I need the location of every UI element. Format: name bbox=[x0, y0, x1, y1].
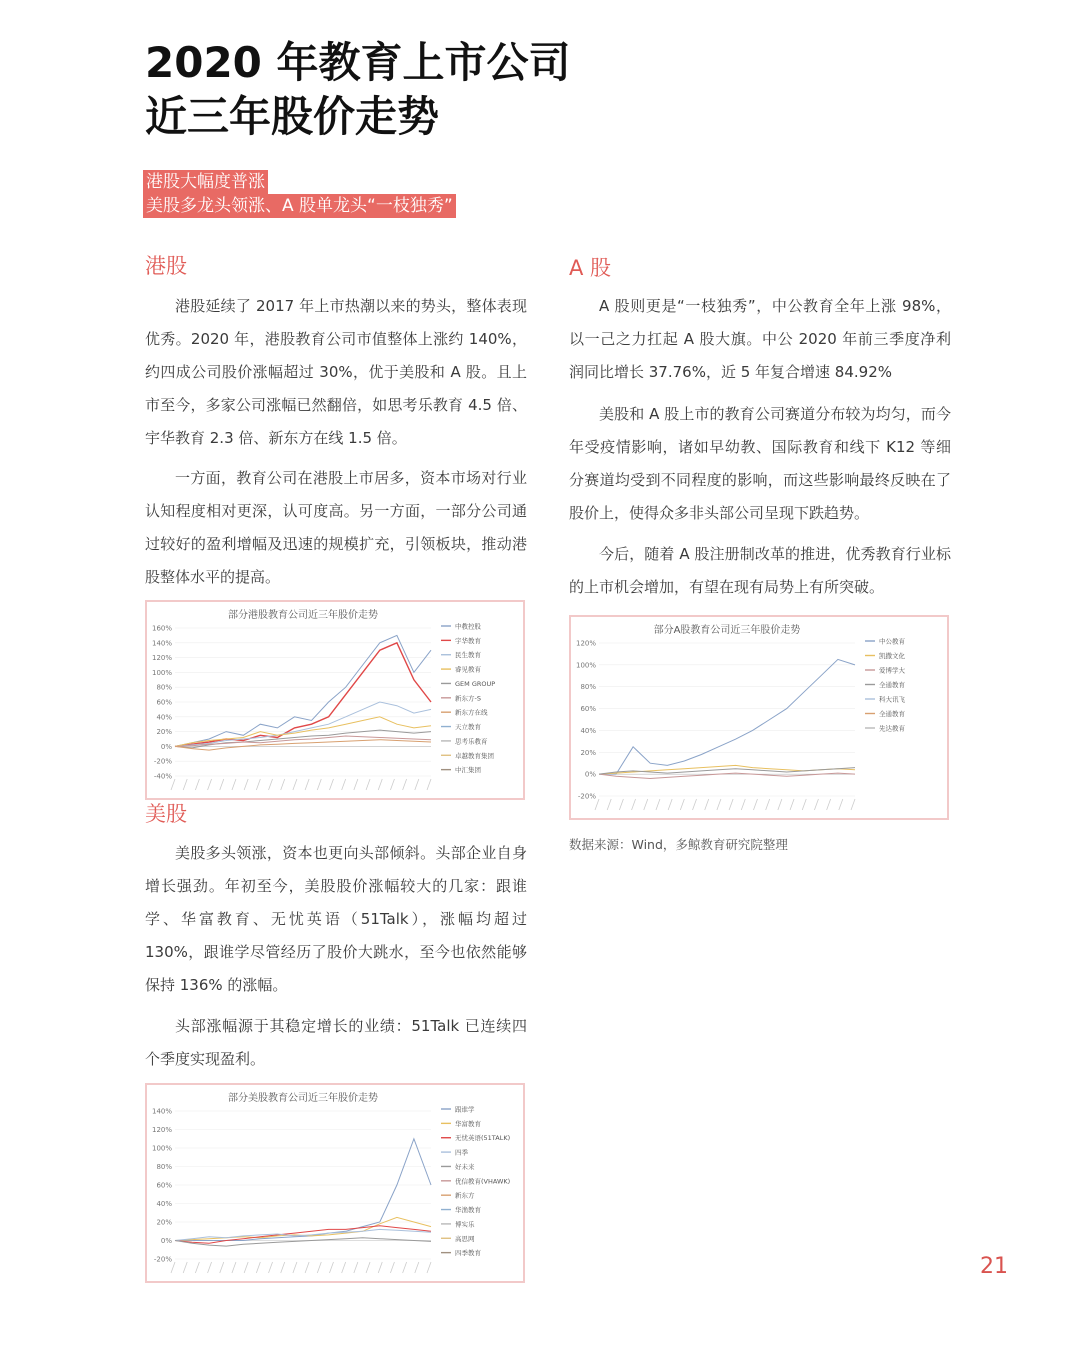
section-heading-us: 美股 bbox=[145, 802, 187, 826]
y-tick-label: 100% bbox=[151, 668, 172, 677]
a-paragraph-3: 今后，随着 A 股注册制改革的推进，优秀教育行业标的上市机会增加，有望在现有局势上有所突破。 bbox=[569, 545, 951, 596]
legend-entry: 华渔教育 bbox=[455, 1206, 481, 1215]
y-tick-label: 40% bbox=[580, 726, 596, 735]
y-tick-label: 60% bbox=[580, 705, 596, 714]
legend-entry: 全通教育 bbox=[879, 681, 905, 689]
y-tick-label: 120% bbox=[151, 1126, 172, 1134]
hk-paragraph-2: 一方面，教育公司在港股上市居多，资本市场对行业认知程度相对更深，认可度高。另一方面，一部分公司通过较好的盈利增幅及迅速的规模扩充，引领板块，推动港股整体水平的提高。 bbox=[145, 469, 527, 586]
chart-title: 部分港股教育公司近三年股价走势 bbox=[228, 610, 378, 621]
x-tick-mark bbox=[329, 779, 333, 790]
series-line bbox=[175, 1238, 431, 1246]
y-tick-label: 0% bbox=[584, 770, 596, 779]
y-tick-label: 100% bbox=[151, 1144, 172, 1153]
chart-hk-svg bbox=[147, 602, 523, 798]
legend-entry: 卓越教育集团 bbox=[455, 751, 494, 760]
us-paragraph-2: 头部涨幅源于其稳定增长的业绩：51Talk 已连续四个季度实现盈利。 bbox=[145, 1017, 527, 1068]
legend-entry: 四季教育 bbox=[455, 1249, 481, 1258]
y-tick-label: 140% bbox=[151, 1107, 172, 1116]
page-title bbox=[145, 36, 665, 144]
x-tick-mark bbox=[220, 1262, 224, 1273]
legend-entry: 优信教育(VHAWK) bbox=[455, 1177, 511, 1186]
x-tick-mark bbox=[232, 1262, 236, 1273]
x-tick-mark bbox=[366, 1262, 370, 1273]
legend-entry: 睿见教育 bbox=[455, 665, 481, 674]
y-tick-label: 80% bbox=[580, 683, 596, 692]
legend-entry: 新东方 bbox=[455, 1191, 475, 1200]
x-tick-mark bbox=[403, 779, 407, 790]
x-tick-mark bbox=[415, 779, 419, 790]
a-paragraph-2: 美股和 A 股上市的教育公司赛道分布较为均匀，而今年受疫情影响，诸如早幼教、国际教育和线下 K12 等细分赛道均受到不同程度的影响，而这些影响最终反映在了股价上，使得众多非头部公司呈现下跌趋势。 bbox=[569, 405, 951, 522]
x-tick-mark bbox=[232, 779, 236, 790]
a-paragraph-1: A 股则更是“一枝独秀”，中公教育全年上涨 98%，以一己之力扛起 A 股大旗。中公 2020 年前三季度净利润同比增长 37.76%，近 5 年复合增速 84.92% bbox=[569, 297, 951, 381]
x-tick-mark bbox=[668, 799, 672, 810]
subtitle-line-2: 美股多龙头领涨、A 股单龙头“一枝独秀” bbox=[143, 194, 456, 218]
x-tick-mark bbox=[342, 779, 346, 790]
x-tick-mark bbox=[195, 779, 199, 790]
legend-entry: 中教控股 bbox=[455, 622, 481, 631]
x-tick-mark bbox=[208, 779, 212, 790]
subtitle-highlight bbox=[143, 170, 456, 218]
legend-entry: 高思网 bbox=[455, 1234, 475, 1243]
x-tick-mark bbox=[693, 799, 697, 810]
series-line bbox=[599, 659, 855, 774]
legend-entry: 天立教育 bbox=[455, 723, 481, 732]
legend-entry: 新东方在线 bbox=[455, 708, 488, 717]
x-tick-mark bbox=[183, 1262, 187, 1273]
x-tick-mark bbox=[366, 779, 370, 790]
x-tick-mark bbox=[269, 1262, 273, 1273]
y-tick-label: 120% bbox=[151, 654, 172, 663]
x-tick-mark bbox=[342, 1262, 346, 1273]
x-tick-mark bbox=[802, 799, 806, 810]
y-tick-label: 120% bbox=[575, 639, 596, 648]
x-tick-mark bbox=[256, 779, 260, 790]
chart-a-svg bbox=[571, 617, 947, 818]
legend-entry: 思考乐教育 bbox=[455, 737, 488, 746]
x-tick-mark bbox=[390, 779, 394, 790]
x-tick-mark bbox=[317, 779, 321, 790]
x-tick-mark bbox=[354, 779, 358, 790]
y-tick-label: 80% bbox=[156, 1163, 172, 1171]
x-tick-mark bbox=[619, 799, 623, 810]
y-tick-label: -40% bbox=[153, 772, 172, 781]
x-tick-mark bbox=[317, 1262, 321, 1273]
x-tick-mark bbox=[753, 799, 757, 810]
legend-entry: 科大讯飞 bbox=[879, 695, 905, 704]
x-tick-mark bbox=[632, 799, 636, 810]
x-tick-mark bbox=[595, 799, 599, 810]
y-tick-label: 0% bbox=[160, 1237, 172, 1245]
y-tick-label: 80% bbox=[156, 683, 172, 692]
page-number: 21 bbox=[980, 1254, 1008, 1279]
x-tick-mark bbox=[851, 799, 855, 810]
x-tick-mark bbox=[183, 779, 187, 790]
chart-a bbox=[569, 615, 949, 820]
series-line bbox=[175, 1139, 431, 1241]
x-tick-mark bbox=[281, 779, 285, 790]
y-tick-label: 100% bbox=[575, 661, 596, 670]
x-tick-mark bbox=[839, 799, 843, 810]
section-heading-a: A 股 bbox=[569, 256, 612, 280]
title-line-2: 近三年股价走势 bbox=[145, 92, 440, 141]
x-tick-mark bbox=[378, 779, 382, 790]
x-tick-mark bbox=[717, 799, 721, 810]
legend-entry: GEM GROUP bbox=[455, 679, 496, 688]
legend-entry: 跟谁学 bbox=[455, 1105, 475, 1114]
x-tick-mark bbox=[305, 1262, 309, 1273]
legend-entry: 好未来 bbox=[455, 1162, 475, 1171]
hk-paragraph-1: 港股延续了 2017 年上市热潮以来的势头，整体表现优秀。2020 年，港股教育公司市值整体上涨约 140%，约四成公司股价涨幅超过 30%，优于美股和 A 股。且上市至今，多家公司涨幅已然翻倍，如思考乐教育 4.5 倍、宇华教育 2.3 倍、新东方在线 1.5 倍。 bbox=[145, 297, 527, 447]
legend-entry: 先达教育 bbox=[879, 724, 905, 733]
legend-entry: 中汇集团 bbox=[455, 766, 481, 775]
legend-entry: 爱博学大 bbox=[879, 666, 905, 675]
legend-entry: 无忧英语(51TALK) bbox=[455, 1134, 511, 1143]
y-tick-label: 20% bbox=[156, 728, 172, 737]
y-tick-label: -20% bbox=[153, 1255, 172, 1264]
x-tick-mark bbox=[329, 1262, 333, 1273]
y-tick-label: 40% bbox=[156, 1200, 172, 1208]
x-tick-mark bbox=[305, 779, 309, 790]
subtitle-line-1: 港股大幅度普涨 bbox=[143, 170, 268, 194]
x-tick-mark bbox=[766, 799, 770, 810]
x-tick-mark bbox=[814, 799, 818, 810]
x-tick-mark bbox=[790, 799, 794, 810]
x-tick-mark bbox=[281, 1262, 285, 1273]
legend-entry: 民生教育 bbox=[455, 651, 481, 660]
x-tick-mark bbox=[427, 779, 431, 790]
chart-hk bbox=[145, 600, 525, 800]
legend-entry: 宇华教育 bbox=[455, 636, 481, 645]
x-tick-mark bbox=[680, 799, 684, 810]
us-paragraph-1: 美股多头领涨，资本也更向头部倾斜。头部企业自身增长强劲。年初至今，美股股价涨幅较大的几家：跟谁学、华富教育、无忧英语（51Talk），涨幅均超过 130%，跟谁学尽管经历了股价大跳水，至今也依然能够保持 136% 的涨幅。 bbox=[145, 844, 527, 994]
legend-entry: 四季 bbox=[455, 1148, 468, 1157]
legend-entry: 全通教育 bbox=[879, 710, 905, 718]
section-heading-hk: 港股 bbox=[145, 254, 187, 278]
legend-entry: 中公教育 bbox=[879, 637, 905, 646]
legend-entry: 华富教育 bbox=[455, 1119, 481, 1128]
x-tick-mark bbox=[415, 1262, 419, 1273]
x-tick-mark bbox=[354, 1262, 358, 1273]
x-tick-mark bbox=[390, 1262, 394, 1273]
x-tick-mark bbox=[171, 1262, 175, 1273]
y-tick-label: -20% bbox=[153, 757, 172, 766]
legend-entry: 博实乐 bbox=[455, 1220, 475, 1229]
x-tick-mark bbox=[778, 799, 782, 810]
y-tick-label: 60% bbox=[156, 698, 172, 707]
title-line-1: 2020 年教育上市公司 bbox=[145, 38, 571, 87]
legend-entry: 新东方-S bbox=[455, 694, 481, 703]
x-tick-mark bbox=[269, 779, 273, 790]
y-tick-label: 20% bbox=[580, 748, 596, 757]
y-tick-label: 20% bbox=[156, 1218, 172, 1227]
y-tick-label: 40% bbox=[156, 713, 172, 722]
data-source-note: 数据来源：Wind，多鲸教育研究院整理 bbox=[569, 837, 788, 852]
x-tick-mark bbox=[656, 799, 660, 810]
x-tick-mark bbox=[293, 779, 297, 790]
chart-title: 部分A股教育公司近三年股价走势 bbox=[653, 625, 801, 636]
x-tick-mark bbox=[378, 1262, 382, 1273]
y-tick-label: 60% bbox=[156, 1181, 172, 1190]
x-tick-mark bbox=[705, 799, 709, 810]
x-tick-mark bbox=[607, 799, 611, 810]
x-tick-mark bbox=[741, 799, 745, 810]
x-tick-mark bbox=[729, 799, 733, 810]
x-tick-mark bbox=[208, 1262, 212, 1273]
chart-us-svg bbox=[147, 1085, 523, 1281]
x-tick-mark bbox=[293, 1262, 297, 1273]
x-tick-mark bbox=[244, 779, 248, 790]
chart-title: 部分美股教育公司近三年股价走势 bbox=[228, 1093, 378, 1104]
chart-us bbox=[145, 1083, 525, 1283]
x-tick-mark bbox=[827, 799, 831, 810]
y-tick-label: 160% bbox=[151, 624, 172, 633]
y-tick-label: 140% bbox=[151, 639, 172, 648]
x-tick-mark bbox=[403, 1262, 407, 1273]
x-tick-mark bbox=[427, 1262, 431, 1273]
legend-entry: 凯撒文化 bbox=[879, 652, 905, 660]
y-tick-label: 0% bbox=[160, 742, 172, 751]
x-tick-mark bbox=[244, 1262, 248, 1273]
y-tick-label: -20% bbox=[577, 792, 596, 801]
x-tick-mark bbox=[256, 1262, 260, 1273]
x-tick-mark bbox=[220, 779, 224, 790]
x-tick-mark bbox=[171, 779, 175, 790]
x-tick-mark bbox=[644, 799, 648, 810]
x-tick-mark bbox=[195, 1262, 199, 1273]
